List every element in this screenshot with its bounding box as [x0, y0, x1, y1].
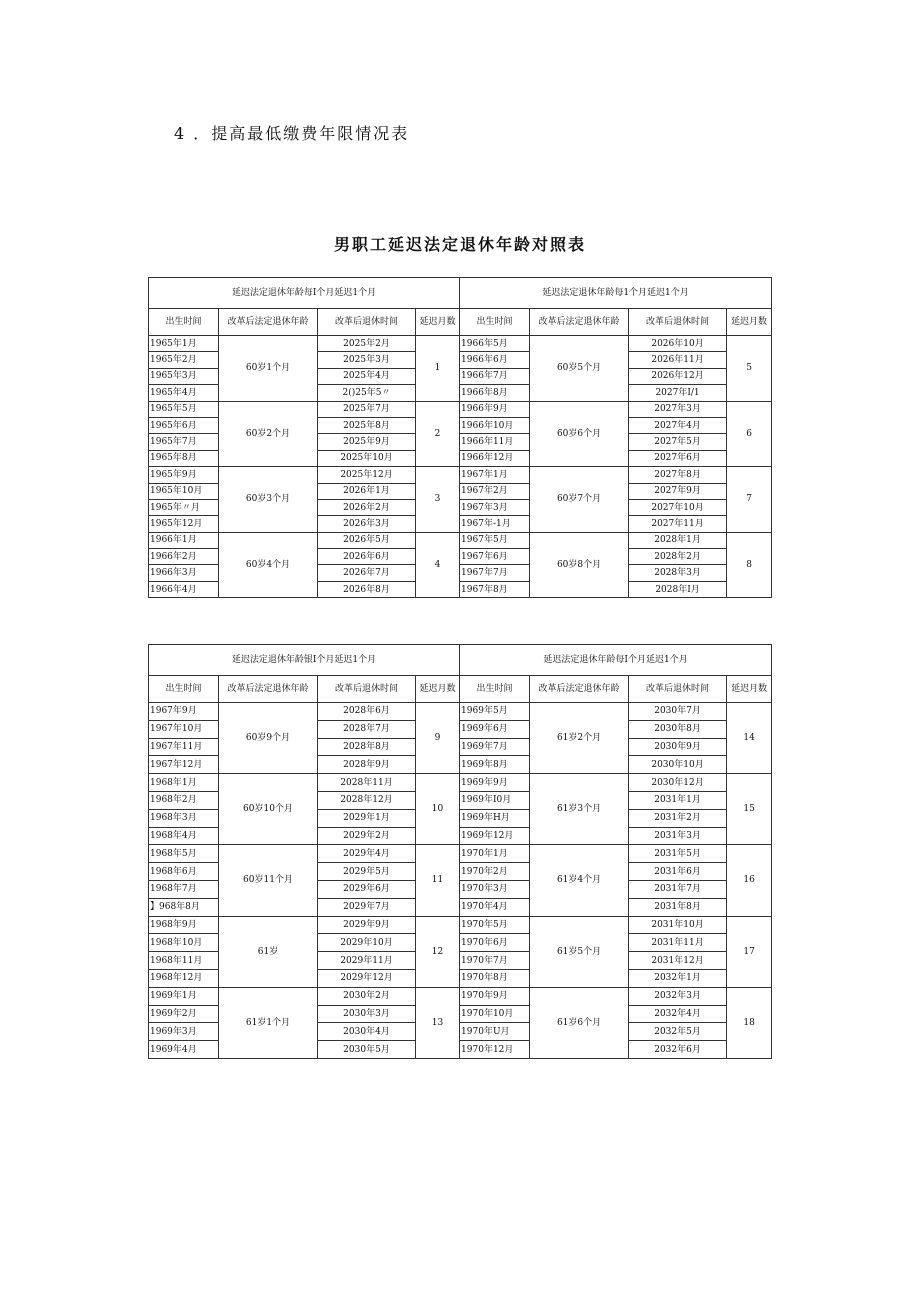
birth-date-cell: 1967年10月	[149, 720, 219, 738]
retirement-age-cell: 60岁5个月	[530, 336, 629, 402]
birth-date-cell: 1969年9月	[460, 774, 530, 792]
birth-date-cell: 1967年5月	[460, 532, 530, 548]
retirement-date-cell: 2032年5月	[629, 1023, 727, 1041]
table-row	[149, 532, 772, 548]
birth-date-cell: 1968年12月	[149, 969, 219, 987]
retirement-date-cell: 2026年8月	[318, 581, 416, 597]
delay-months-cell: 3	[416, 467, 460, 533]
table-row	[149, 336, 772, 352]
birth-date-cell: 1970年U月	[460, 1023, 530, 1041]
birth-date-cell: 1968年4月	[149, 827, 219, 845]
column-header-row	[149, 676, 772, 703]
table-row	[149, 916, 772, 934]
retirement-date-cell: 2028年6月	[318, 703, 416, 721]
birth-date-cell: 1967年6月	[460, 549, 530, 565]
retirement-table-1	[148, 277, 772, 598]
retirement-date-cell: 2026年12月	[629, 368, 727, 384]
birth-date-cell: 1970年7月	[460, 952, 530, 970]
retirement-date-cell: 2025年3月	[318, 352, 416, 368]
retirement-date-cell: 2029年12月	[318, 969, 416, 987]
birth-date-cell: 1967年1月	[460, 467, 530, 483]
birth-date-cell: 1965年3月	[149, 368, 219, 384]
retirement-date-cell: 2026年10月	[629, 336, 727, 352]
delay-months-cell: 16	[727, 845, 772, 916]
birth-date-cell: 1970年3月	[460, 880, 530, 898]
column-header-row	[149, 309, 772, 336]
retirement-date-cell: 2031年3月	[629, 827, 727, 845]
retirement-age-cell: 61岁2个月	[530, 703, 629, 774]
retirement-date-cell: 2027年I/1	[629, 385, 727, 401]
birth-date-cell: 1970年9月	[460, 987, 530, 1005]
column-header: 出生时间	[149, 676, 219, 703]
delay-months-cell: 7	[727, 467, 772, 533]
birth-date-cell: 1968年10月	[149, 934, 219, 952]
delay-months-cell: 4	[416, 532, 460, 598]
retirement-date-cell: 2027年3月	[629, 401, 727, 417]
birth-date-cell: 1966年4月	[149, 581, 219, 597]
retirement-date-cell: 2031年11月	[629, 934, 727, 952]
birth-date-cell: 1970年5月	[460, 916, 530, 934]
table-row	[149, 774, 772, 792]
retirement-date-cell: 2031年6月	[629, 863, 727, 881]
birth-date-cell: 1969年4月	[149, 1041, 219, 1059]
retirement-age-cell: 60岁9个月	[219, 703, 318, 774]
retirement-date-cell: 2026年1月	[318, 483, 416, 499]
birth-date-cell: 】968年8月	[149, 898, 219, 916]
table-row	[149, 703, 772, 721]
retirement-age-cell: 60岁2个月	[219, 401, 318, 467]
birth-date-cell: 1965年10月	[149, 483, 219, 499]
left-group-header: 延迟法定退休年龄每I个月延迟1个月	[149, 278, 460, 309]
retirement-date-cell: 2026年3月	[318, 516, 416, 532]
retirement-date-cell: 2029年6月	[318, 880, 416, 898]
birth-date-cell: 1967年2月	[460, 483, 530, 499]
column-header: 改革后退休时间	[318, 676, 416, 703]
retirement-age-cell: 60岁1个月	[219, 336, 318, 402]
retirement-date-cell: 2030年4月	[318, 1023, 416, 1041]
retirement-date-cell: 2025年12月	[318, 467, 416, 483]
delay-months-cell: 5	[727, 336, 772, 402]
column-header: 出生时间	[460, 676, 530, 703]
birth-date-cell: 1968年11月	[149, 952, 219, 970]
delay-months-cell: 17	[727, 916, 772, 987]
retirement-date-cell: 2030年5月	[318, 1041, 416, 1059]
birth-date-cell: 1968年1月	[149, 774, 219, 792]
retirement-date-cell: 2027年6月	[629, 450, 727, 466]
retirement-age-cell: 60岁8个月	[530, 532, 629, 598]
retirement-date-cell: 2026年6月	[318, 549, 416, 565]
birth-date-cell: 1970年1月	[460, 845, 530, 863]
retirement-table-2	[148, 644, 772, 1059]
column-header: 出生时间	[149, 309, 219, 336]
group-header-row	[149, 278, 772, 309]
retirement-date-cell: 2029年5月	[318, 863, 416, 881]
delay-months-cell: 13	[416, 987, 460, 1058]
retirement-date-cell: 2025年9月	[318, 434, 416, 450]
birth-date-cell: 1966年2月	[149, 549, 219, 565]
retirement-age-cell: 61岁	[219, 916, 318, 987]
right-group-header: 延迟法定退休年龄每I个月延迟1个月	[460, 645, 772, 676]
retirement-date-cell: 2027年4月	[629, 417, 727, 433]
column-header: 延迟月数	[727, 309, 772, 336]
birth-date-cell: 1965年5月	[149, 401, 219, 417]
retirement-age-cell: 61岁6个月	[530, 987, 629, 1058]
group-header-row	[149, 645, 772, 676]
birth-date-cell: 1968年3月	[149, 809, 219, 827]
birth-date-cell: 1965年〃月	[149, 499, 219, 515]
birth-date-cell: 1966年5月	[460, 336, 530, 352]
retirement-date-cell: 2031年5月	[629, 845, 727, 863]
birth-date-cell: 1967年8月	[460, 581, 530, 597]
retirement-date-cell: 2030年10月	[629, 756, 727, 774]
delay-months-cell: 9	[416, 703, 460, 774]
retirement-date-cell: 2029年2月	[318, 827, 416, 845]
birth-date-cell: 1968年5月	[149, 845, 219, 863]
birth-date-cell: 1968年6月	[149, 863, 219, 881]
birth-date-cell: 1966年8月	[460, 385, 530, 401]
retirement-date-cell: 2029年4月	[318, 845, 416, 863]
retirement-age-cell: 60岁4个月	[219, 532, 318, 598]
birth-date-cell: 1970年2月	[460, 863, 530, 881]
birth-date-cell: 1968年9月	[149, 916, 219, 934]
column-header: 改革后法定退休年龄	[530, 676, 629, 703]
birth-date-cell: 1969年2月	[149, 1005, 219, 1023]
birth-date-cell: 1966年9月	[460, 401, 530, 417]
retirement-date-cell: 2026年2月	[318, 499, 416, 515]
birth-date-cell: 1969年7月	[460, 738, 530, 756]
retirement-date-cell: 2028年9月	[318, 756, 416, 774]
retirement-date-cell: 2027年8月	[629, 467, 727, 483]
birth-date-cell: 1967年3月	[460, 499, 530, 515]
birth-date-cell: 1965年6月	[149, 417, 219, 433]
retirement-date-cell: 2029年7月	[318, 898, 416, 916]
retirement-date-cell: 2028年1月	[629, 532, 727, 548]
retirement-date-cell: 2032年3月	[629, 987, 727, 1005]
retirement-date-cell: 2030年3月	[318, 1005, 416, 1023]
retirement-date-cell: 2031年2月	[629, 809, 727, 827]
section-heading: 4 ．提高最低缴费年限情况表	[174, 124, 410, 143]
birth-date-cell: 1969年6月	[460, 720, 530, 738]
retirement-date-cell: 2030年8月	[629, 720, 727, 738]
birth-date-cell: 1970年10月	[460, 1005, 530, 1023]
birth-date-cell: 1969年12月	[460, 827, 530, 845]
delay-months-cell: 1	[416, 336, 460, 402]
birth-date-cell: 1965年12月	[149, 516, 219, 532]
birth-date-cell: 1969年I0月	[460, 791, 530, 809]
retirement-date-cell: 2025年8月	[318, 417, 416, 433]
retirement-date-cell: 2027年9月	[629, 483, 727, 499]
delay-months-cell: 2	[416, 401, 460, 467]
retirement-date-cell: 2028年2月	[629, 549, 727, 565]
retirement-date-cell: 2027年10月	[629, 499, 727, 515]
birth-date-cell: 1967年9月	[149, 703, 219, 721]
birth-date-cell: 1966年7月	[460, 368, 530, 384]
birth-date-cell: 1967年12月	[149, 756, 219, 774]
left-group-header: 延迟法定退休年龄银I个月延迟1个月	[149, 645, 460, 676]
delay-months-cell: 11	[416, 845, 460, 916]
table-row	[149, 467, 772, 483]
column-header: 延迟月数	[727, 676, 772, 703]
delay-months-cell: 15	[727, 774, 772, 845]
retirement-date-cell: 2028年7月	[318, 720, 416, 738]
column-header: 改革后退休时间	[629, 309, 727, 336]
birth-date-cell: 1968年7月	[149, 880, 219, 898]
birth-date-cell: 1969年3月	[149, 1023, 219, 1041]
retirement-age-cell: 60岁11个月	[219, 845, 318, 916]
retirement-date-cell: 2030年12月	[629, 774, 727, 792]
delay-months-cell: 12	[416, 916, 460, 987]
retirement-date-cell: 2027年5月	[629, 434, 727, 450]
table-row	[149, 845, 772, 863]
birth-date-cell: 1970年8月	[460, 969, 530, 987]
retirement-date-cell: 2029年1月	[318, 809, 416, 827]
retirement-date-cell: 2026年11月	[629, 352, 727, 368]
retirement-date-cell: 2025年10月	[318, 450, 416, 466]
birth-date-cell: 1965年8月	[149, 450, 219, 466]
table-row	[149, 987, 772, 1005]
column-header: 改革后法定退休年龄	[219, 676, 318, 703]
birth-date-cell: 1966年11月	[460, 434, 530, 450]
delay-months-cell: 14	[727, 703, 772, 774]
retirement-date-cell: 2031年7月	[629, 880, 727, 898]
birth-date-cell: 1970年6月	[460, 934, 530, 952]
retirement-date-cell: 2028年8月	[318, 738, 416, 756]
retirement-date-cell: 2032年4月	[629, 1005, 727, 1023]
birth-date-cell: 1966年12月	[460, 450, 530, 466]
birth-date-cell: 1969年5月	[460, 703, 530, 721]
column-header: 改革后退休时间	[318, 309, 416, 336]
retirement-date-cell: 2031年8月	[629, 898, 727, 916]
retirement-age-cell: 61岁1个月	[219, 987, 318, 1058]
delay-months-cell: 6	[727, 401, 772, 467]
birth-date-cell: 1970年4月	[460, 898, 530, 916]
retirement-date-cell: 2029年10月	[318, 934, 416, 952]
table-title: 男职工延迟法定退休年龄对照表	[333, 235, 586, 254]
retirement-date-cell: 2029年9月	[318, 916, 416, 934]
retirement-date-cell: 2025年2月	[318, 336, 416, 352]
table-row	[149, 401, 772, 417]
birth-date-cell: 1966年1月	[149, 532, 219, 548]
retirement-date-cell: 2027年11月	[629, 516, 727, 532]
column-header: 改革后法定退休年龄	[530, 309, 629, 336]
retirement-date-cell: 2031年1月	[629, 791, 727, 809]
birth-date-cell: 1969年1月	[149, 987, 219, 1005]
birth-date-cell: 1969年8月	[460, 756, 530, 774]
birth-date-cell: 1967年11月	[149, 738, 219, 756]
delay-months-cell: 18	[727, 987, 772, 1058]
birth-date-cell: 1967年-1月	[460, 516, 530, 532]
birth-date-cell: 1965年9月	[149, 467, 219, 483]
retirement-age-cell: 61岁5个月	[530, 916, 629, 987]
retirement-age-cell: 60岁7个月	[530, 467, 629, 533]
retirement-age-cell: 60岁3个月	[219, 467, 318, 533]
birth-date-cell: 1969年H月	[460, 809, 530, 827]
retirement-age-cell: 61岁3个月	[530, 774, 629, 845]
retirement-date-cell: 2032年6月	[629, 1041, 727, 1059]
retirement-date-cell: 2028年3月	[629, 565, 727, 581]
birth-date-cell: 1970年12月	[460, 1041, 530, 1059]
birth-date-cell: 1968年2月	[149, 791, 219, 809]
retirement-date-cell: 2028年12月	[318, 791, 416, 809]
retirement-date-cell: 2030年7月	[629, 703, 727, 721]
retirement-date-cell: 2026年5月	[318, 532, 416, 548]
retirement-date-cell: 2031年12月	[629, 952, 727, 970]
birth-date-cell: 1967年7月	[460, 565, 530, 581]
retirement-date-cell: 2031年10月	[629, 916, 727, 934]
birth-date-cell: 1965年4月	[149, 385, 219, 401]
retirement-date-cell: 2()25年5〃	[318, 385, 416, 401]
column-header: 延迟月数	[416, 676, 460, 703]
column-header: 延迟月数	[416, 309, 460, 336]
retirement-age-cell: 60岁10个月	[219, 774, 318, 845]
retirement-date-cell: 2025年7月	[318, 401, 416, 417]
delay-months-cell: 10	[416, 774, 460, 845]
right-group-header: 延迟法定退休年龄每1个月延迟1个月	[460, 278, 772, 309]
retirement-date-cell: 2026年7月	[318, 565, 416, 581]
retirement-date-cell: 2032年1月	[629, 969, 727, 987]
birth-date-cell: 1965年1月	[149, 336, 219, 352]
birth-date-cell: 1966年6月	[460, 352, 530, 368]
retirement-date-cell: 2028年I月	[629, 581, 727, 597]
birth-date-cell: 1966年3月	[149, 565, 219, 581]
retirement-date-cell: 2030年9月	[629, 738, 727, 756]
retirement-date-cell: 2025年4月	[318, 368, 416, 384]
birth-date-cell: 1966年10月	[460, 417, 530, 433]
retirement-date-cell: 2030年2月	[318, 987, 416, 1005]
retirement-age-cell: 60岁6个月	[530, 401, 629, 467]
birth-date-cell: 1965年2月	[149, 352, 219, 368]
retirement-date-cell: 2028年11月	[318, 774, 416, 792]
retirement-age-cell: 61岁4个月	[530, 845, 629, 916]
column-header: 改革后退休时间	[629, 676, 727, 703]
column-header: 出生时间	[460, 309, 530, 336]
retirement-date-cell: 2029年11月	[318, 952, 416, 970]
delay-months-cell: 8	[727, 532, 772, 598]
column-header: 改革后法定退休年龄	[219, 309, 318, 336]
birth-date-cell: 1965年7月	[149, 434, 219, 450]
